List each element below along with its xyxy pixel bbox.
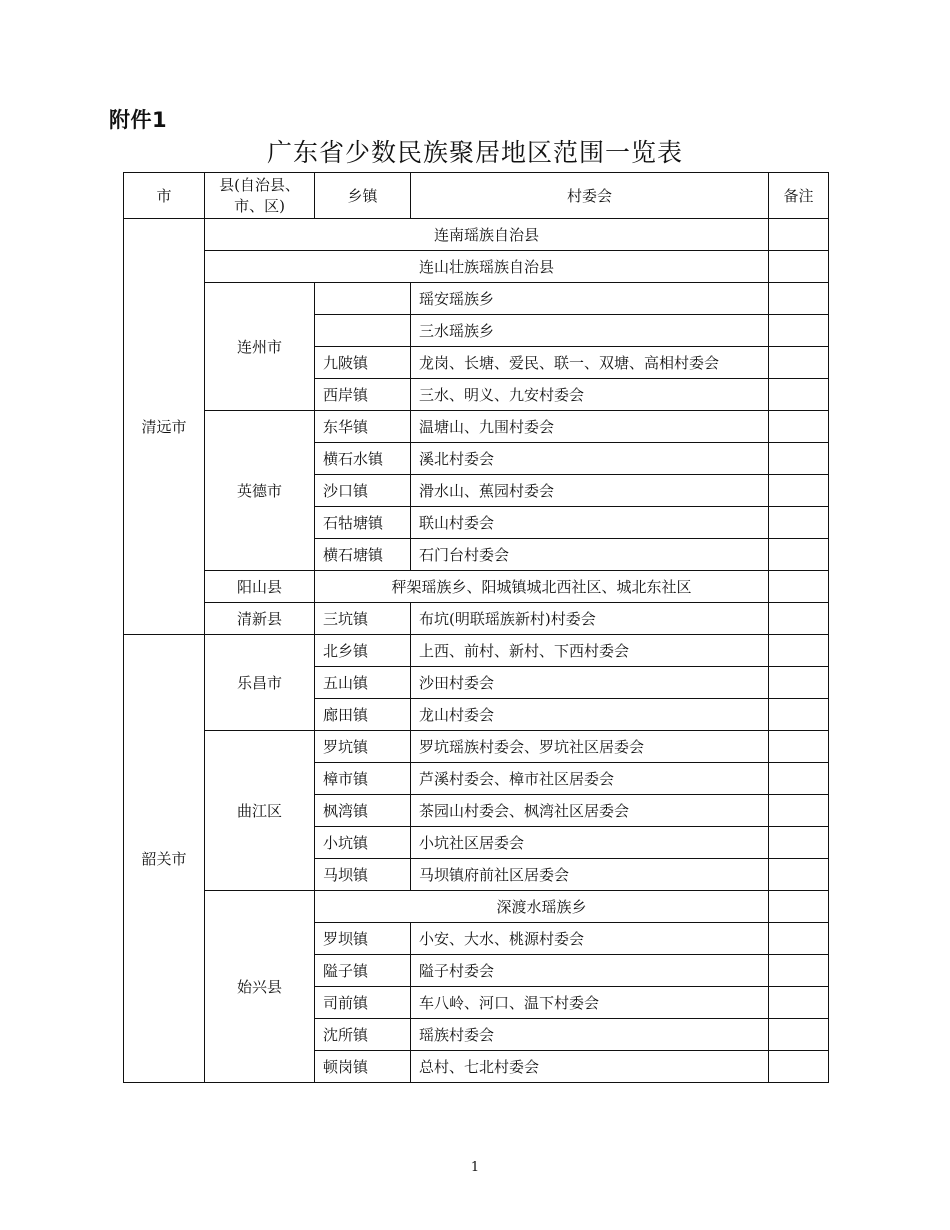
village-cell: 联山村委会: [411, 507, 769, 539]
town-cell: 三坑镇: [315, 603, 411, 635]
town-cell: 小坑镇: [315, 827, 411, 859]
table-row: [124, 251, 829, 283]
village-cell: 芦溪村委会、樟市社区居委会: [411, 763, 769, 795]
village-cell: 总村、七北村委会: [411, 1051, 769, 1083]
table-row: [124, 571, 829, 603]
village-cell: 溪北村委会: [411, 443, 769, 475]
remark-cell: [769, 667, 829, 699]
remark-cell: [769, 859, 829, 891]
town-cell: 横石塘镇: [315, 539, 411, 571]
village-cell: 龙山村委会: [411, 699, 769, 731]
remark-cell: [769, 411, 829, 443]
remark-cell: [769, 571, 829, 603]
table-row: [124, 219, 829, 251]
village-cell: 石门台村委会: [411, 539, 769, 571]
town-cell: 顿岗镇: [315, 1051, 411, 1083]
town-cell: 隘子镇: [315, 955, 411, 987]
town-cell: 五山镇: [315, 667, 411, 699]
remark-cell: [769, 1019, 829, 1051]
village-cell: 三水瑶族乡: [411, 315, 769, 347]
header-remark: 备注: [769, 173, 829, 219]
county-cell: 曲江区: [205, 731, 315, 891]
remark-cell: [769, 923, 829, 955]
remark-cell: [769, 955, 829, 987]
minority-areas-table: [123, 172, 829, 1083]
town-cell: 西岸镇: [315, 379, 411, 411]
village-cell: 滑水山、蕉园村委会: [411, 475, 769, 507]
town-cell: 司前镇: [315, 987, 411, 1019]
attachment-label: 附件1: [109, 108, 168, 132]
remark-cell: [769, 315, 829, 347]
town-cell: 枫湾镇: [315, 795, 411, 827]
village-cell: 小安、大水、桃源村委会: [411, 923, 769, 955]
header-county: 县(自治县、 市、区): [205, 173, 315, 219]
village-cell: 隘子村委会: [411, 955, 769, 987]
remark-cell: [769, 891, 829, 923]
village-cell: 罗坑瑶族村委会、罗坑社区居委会: [411, 731, 769, 763]
table-row: [124, 411, 829, 443]
remark-cell: [769, 795, 829, 827]
table-header-row: [124, 173, 829, 219]
header-city: 市: [124, 173, 205, 219]
village-cell: 沙田村委会: [411, 667, 769, 699]
remark-cell: [769, 603, 829, 635]
county-cell: 阳山县: [205, 571, 315, 603]
town-cell: 九陂镇: [315, 347, 411, 379]
village-cell: 上西、前村、新村、下西村委会: [411, 635, 769, 667]
city-cell-shaoguan: 韶关市: [124, 635, 205, 1083]
city-cell-qingyuan: 清远市: [124, 219, 205, 635]
remark-cell: [769, 347, 829, 379]
town-cell: 罗坝镇: [315, 923, 411, 955]
remark-cell: [769, 731, 829, 763]
county-cell: 连州市: [205, 283, 315, 411]
page-title: 广东省少数民族聚居地区范围一览表: [266, 138, 683, 167]
remark-cell: [769, 827, 829, 859]
header-village: 村委会: [411, 173, 769, 219]
remark-cell: [769, 987, 829, 1019]
remark-cell: [769, 635, 829, 667]
town-cell: 北乡镇: [315, 635, 411, 667]
village-cell: 秤架瑶族乡、阳城镇城北西社区、城北东社区: [315, 571, 769, 603]
remark-cell: [769, 219, 829, 251]
remark-cell: [769, 699, 829, 731]
page-number: 1: [470, 1160, 480, 1175]
remark-cell: [769, 1051, 829, 1083]
county-cell: 清新县: [205, 603, 315, 635]
village-cell: 马坝镇府前社区居委会: [411, 859, 769, 891]
village-cell: 瑶族村委会: [411, 1019, 769, 1051]
town-cell: 马坝镇: [315, 859, 411, 891]
village-cell: 三水、明义、九安村委会: [411, 379, 769, 411]
county-cell: 乐昌市: [205, 635, 315, 731]
town-cell: 廊田镇: [315, 699, 411, 731]
remark-cell: [769, 475, 829, 507]
remark-cell: [769, 379, 829, 411]
county-cell: 始兴县: [205, 891, 315, 1083]
town-cell: [315, 283, 411, 315]
town-cell: [315, 315, 411, 347]
village-cell: 布坑(明联瑶族新村)村委会: [411, 603, 769, 635]
table-row: [124, 603, 829, 635]
remark-cell: [769, 283, 829, 315]
village-cell: 温塘山、九围村委会: [411, 411, 769, 443]
table-row: [124, 731, 829, 763]
county-cell: 连山壮族瑶族自治县: [205, 251, 769, 283]
village-cell: 龙岗、长塘、爱民、联一、双塘、高相村委会: [411, 347, 769, 379]
village-cell: 瑶安瑶族乡: [411, 283, 769, 315]
header-town: 乡镇: [315, 173, 411, 219]
town-cell: 石牯塘镇: [315, 507, 411, 539]
village-cell: 小坑社区居委会: [411, 827, 769, 859]
county-cell: 连南瑶族自治县: [205, 219, 769, 251]
town-cell: 横石水镇: [315, 443, 411, 475]
village-cell: 茶园山村委会、枫湾社区居委会: [411, 795, 769, 827]
remark-cell: [769, 539, 829, 571]
remark-cell: [769, 251, 829, 283]
table-row: [124, 891, 829, 923]
town-cell: 罗坑镇: [315, 731, 411, 763]
town-cell: 樟市镇: [315, 763, 411, 795]
village-cell: 车八岭、河口、温下村委会: [411, 987, 769, 1019]
village-cell: 深渡水瑶族乡: [315, 891, 769, 923]
table-row: [124, 635, 829, 667]
county-cell: 英德市: [205, 411, 315, 571]
remark-cell: [769, 507, 829, 539]
town-cell: 沈所镇: [315, 1019, 411, 1051]
remark-cell: [769, 763, 829, 795]
town-cell: 东华镇: [315, 411, 411, 443]
remark-cell: [769, 443, 829, 475]
town-cell: 沙口镇: [315, 475, 411, 507]
table-row: [124, 283, 829, 315]
